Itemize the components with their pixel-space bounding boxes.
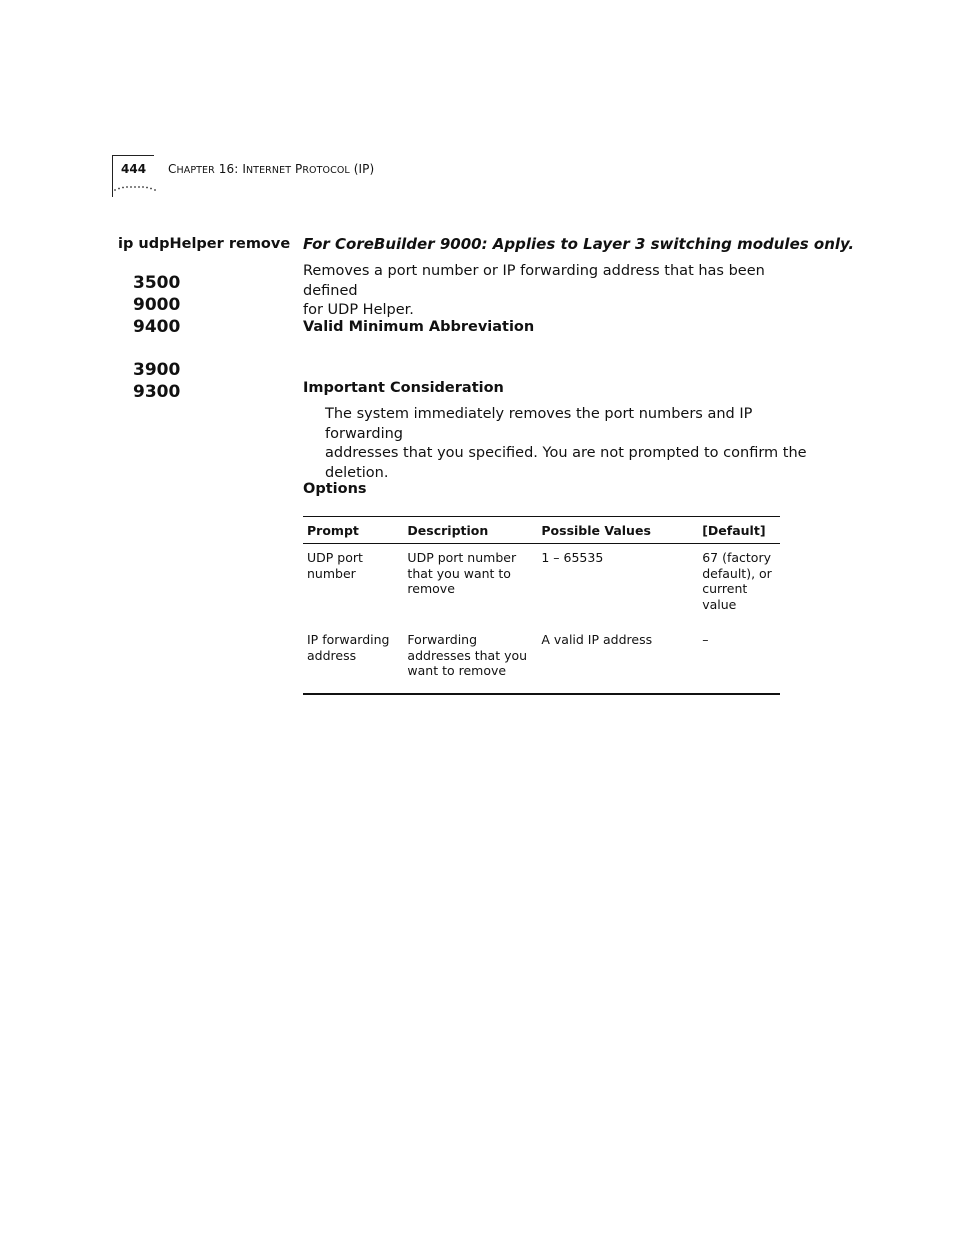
command-name: ip udpHelper remove: [118, 236, 291, 252]
platform-label: 9300: [133, 382, 181, 402]
options-table: [303, 516, 780, 695]
platform-label: 3900: [133, 360, 181, 380]
cell-prompt: UDP port number: [307, 550, 363, 581]
cell-default: 67 (factory default), or current value: [702, 550, 772, 612]
column-header-possible-values: Possible Values: [537, 517, 698, 544]
cell-prompt: IP forwarding address: [307, 632, 390, 663]
platform-label: 9000: [133, 295, 181, 315]
valid-abbreviation-heading: Valid Minimum Abbreviation: [303, 319, 535, 335]
cell-description: UDP port number that you want to remove: [407, 550, 517, 596]
page-number: 444: [121, 162, 147, 176]
table-row: [303, 626, 780, 694]
header-dots-decoration: [114, 185, 156, 191]
column-header-description: Description: [403, 517, 537, 544]
header-rule-vertical: [112, 155, 113, 197]
cell-possible-values: A valid IP address: [541, 632, 653, 647]
applies-note: For CoreBuilder 9000: Applies to Layer 3 switching modules only.: [303, 235, 855, 253]
header-rule-horizontal: [112, 155, 154, 156]
platform-label: 3500: [133, 273, 181, 293]
table-header-row: [303, 517, 780, 544]
cell-default: –: [702, 632, 709, 647]
command-description: Removes a port number or IP forwarding address that has been defined for UDP Helper.: [303, 263, 765, 318]
column-header-prompt: Prompt: [303, 517, 403, 544]
column-header-default: [Default]: [698, 517, 780, 544]
cell-possible-values: 1 – 65535: [541, 550, 604, 565]
chapter-title: CHAPTER 16: INTERNET PROTOCOL (IP): [168, 162, 375, 176]
table-row: [303, 544, 780, 627]
important-consideration-text: The system immediately removes the port numbers and IP forwarding addresses that you specified. You are not prompted to confirm the deletion.: [325, 406, 807, 481]
options-heading: Options: [303, 481, 367, 497]
cell-description: Forwarding addresses that you want to remove: [407, 632, 528, 678]
important-consideration-heading: Important Consideration: [303, 380, 504, 396]
platform-label: 9400: [133, 317, 181, 337]
